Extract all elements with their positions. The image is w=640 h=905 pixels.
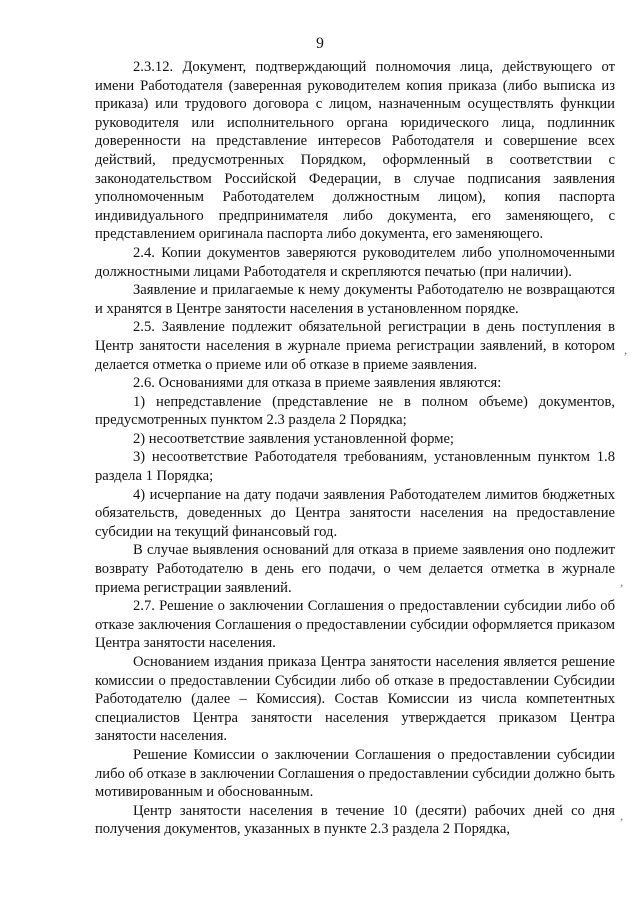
paragraph-2-4: 2.4. Копии документов заверяются руководителем либо уполномоченными должностными лицами Работодателя и скрепляются печатью (при наличии). xyxy=(95,244,615,280)
list-item-4: 4) исчерпание на дату подачи заявления Работодателем лимитов бюджетных обязательств, доведенных до Центра занятости населения на предоставление субсидии на текущий финансовый год. xyxy=(95,486,615,540)
list-item-3: 3) несоответствие Работодателя требованиям, установленным пунктом 1.8 раздела 1 Порядка; xyxy=(95,449,615,485)
paragraph-commission-decision: Решение Комиссии о заключении Соглашения о предоставлении субсидии либо об отказе в заключении Соглашения о предоставлении субсидии должно быть мотивированным и обоснованным. xyxy=(95,746,615,801)
paragraph-refusal-return: В случае выявления оснований для отказа в приеме заявления оно подлежит возврату Работодателю в день его подачи, о чем делается отметка в журнале приема регистрации заявлений. xyxy=(95,542,615,596)
paragraph-commission-basis: Основанием издания приказа Центра занятости населения является решение комиссии о предоставлении Субсидии либо об отказе в предоставлении Субсидии Работодателю (далее – Комиссия). Состав Комиссии из числа компетентных специалистов Центра занятости населения утверждается приказом Центра занятости населения. xyxy=(95,654,615,745)
scan-mark: , xyxy=(624,342,628,357)
list-item-2: 2) несоответствие заявления установленной форме; xyxy=(133,430,454,447)
paragraph-2-7: 2.7. Решение о заключении Соглашения о предоставлении субсидии либо об отказе заключения Соглашения о предоставлении субсидии оформляется приказом Центра занятости населения. xyxy=(95,598,615,652)
paragraph-2-3-12: 2.3.12. Документ, подтверждающий полномочия лица, действующего от имени Работодателя (заверенная руководителем копия приказа (либо выписка из приказа) или трудового договора с лицом, назначенным осуществлять функции руководителя или исполнительного органа юридического лица, подлинник доверенности на представление интересов Работодателя и совершение всех действий, предусмотренных Порядком, оформленный в соответствии с законодательством Российской Федерации, в случае подписания заявления уполномоченным Работодателем должностным лицом), копия паспорта индивидуального предпринимателя либо документа, его заменяющего, с представлением оригинала паспорта либо документа, его заменяющего. xyxy=(95,59,615,243)
list-item-1: 1) непредставление (представление не в полном объеме) документов, предусмотренных пунктом 2.3 раздела 2 Порядка; xyxy=(95,393,615,429)
paragraph-documents-not-returned: Заявление и прилагаемые к нему документы Работодателю не возвращаются и хранятся в Центре занятости населения в установленном порядке. xyxy=(95,282,615,317)
document-body xyxy=(95,58,615,839)
paragraph-2-6: 2.6. Основаниями для отказа в приеме заявления являются: xyxy=(133,375,502,392)
scan-mark: , xyxy=(620,808,624,823)
paragraph-ten-days: Центр занятости населения в течение 10 (десяти) рабочих дней со дня получения документов, указанных в пункте 2.3 раздела 2 Порядка, xyxy=(95,802,615,838)
paragraph-2-5: 2.5. Заявление подлежит обязательной регистрации в день поступления в Центр занятости населения в журнале приема регистрации заявлений, в котором делается отметка о приеме или об отказе в приеме заявления. xyxy=(95,319,615,373)
page-number: 9 xyxy=(316,35,324,52)
scan-mark: , xyxy=(620,574,624,589)
